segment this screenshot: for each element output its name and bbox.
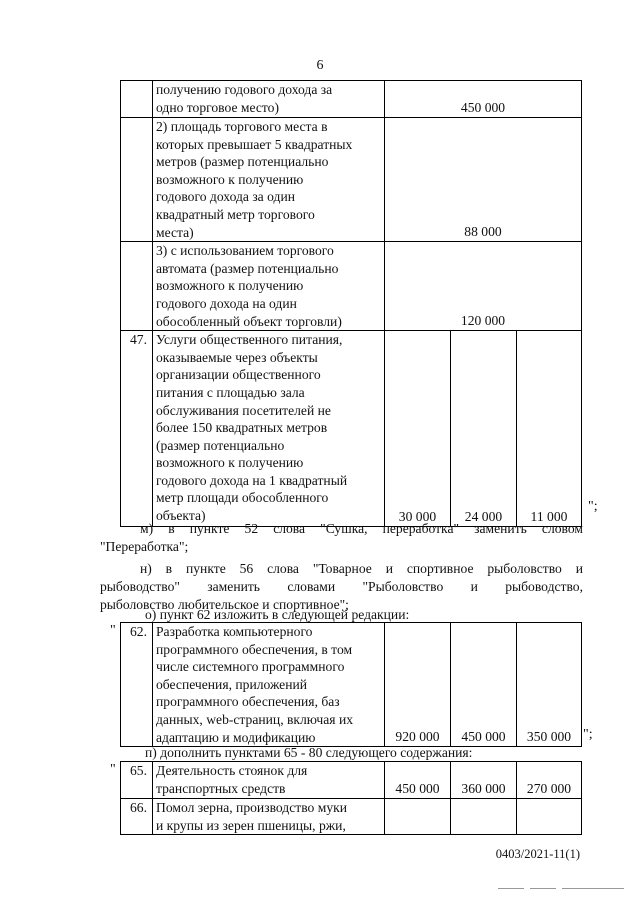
service-description: Разработка компьютерного программного обеспечения, в том числе системного программного обеспечения, приложений программного обеспечения, баз данных, web-страниц, включая их адаптацию и модификацию (153, 623, 385, 747)
tariff-table-1 (120, 80, 582, 527)
row-number: 47. (121, 331, 153, 527)
row-number (121, 242, 153, 331)
table-row (121, 762, 582, 799)
income-value: 120 000 (385, 242, 582, 331)
table-row (121, 623, 582, 747)
income-value-group-3: 350 000 (517, 623, 582, 747)
income-value-group-2 (451, 799, 517, 835)
service-description: Деятельность стоянок для транспортных средств (153, 762, 385, 799)
table-row (121, 81, 582, 118)
amendment-n-line3: рыболовство любительское и спортивное"; (100, 597, 349, 612)
tariff-table-3 (120, 761, 582, 835)
income-value-group-1: 30 000 (385, 331, 451, 527)
income-value-group-3 (517, 799, 582, 835)
income-value: 450 000 (385, 81, 582, 118)
document-code: 0403/2021-11(1) (495, 847, 580, 861)
income-value-group-3: 270 000 (517, 762, 582, 799)
row-number (121, 81, 153, 118)
income-value-group-2: 360 000 (451, 762, 517, 799)
tariff-table-2 (120, 622, 582, 747)
page-number: 6 (316, 58, 324, 73)
opening-quote-mark: " (110, 623, 116, 638)
income-value-group-1: 450 000 (385, 762, 451, 799)
scan-artifact-line (562, 888, 624, 889)
income-value-group-3: 11 000 (517, 331, 582, 527)
income-value-group-2: 24 000 (451, 331, 517, 527)
service-description: 2) площадь торгового места в которых превышает 5 квадратных метров (размер потенциально возможного к получению годового дохода за один квадратный метр торгового места) (153, 118, 385, 242)
row-number (121, 118, 153, 242)
amendment-m-line1: м) в пункте 52 слова "Сушка, переработка" заменить словом (140, 521, 583, 536)
service-description: Услуги общественного питания, оказываемые через объекты организации общественного питания с площадью зала обслуживания посетителей не более 150 квадратных метров (размер потенциально возможного к получению годового дохода на 1 квадратный метр площади обособленного объекта) (153, 331, 385, 527)
service-description: получению годового дохода за одно торговое место) (153, 81, 385, 118)
row-number: 62. (121, 623, 153, 747)
row-number: 66. (121, 799, 153, 835)
scan-artifact-line (498, 888, 524, 889)
amendment-p: п) дополнить пунктами 65 - 80 следующего содержания: (145, 745, 473, 760)
table-row (121, 331, 582, 527)
amendment-o: о) пункт 62 изложить в следующей редакции: (145, 607, 410, 622)
scan-artifact-line (530, 888, 556, 889)
income-value-group-2: 450 000 (451, 623, 517, 747)
service-description: Помол зерна, производство муки и крупы из зерен пшеницы, ржи, (153, 799, 385, 835)
opening-quote-mark: " (110, 762, 116, 777)
income-value-group-1 (385, 799, 451, 835)
income-value-group-1: 920 000 (385, 623, 451, 747)
amendment-n-line1: н) в пункте 56 слова "Товарное и спортивное рыболовство и (140, 561, 583, 576)
service-description: 3) с использованием торгового автомата (размер потенциально возможного к получению годового дохода на один обособленный объект торговли) (153, 242, 385, 331)
income-value: 88 000 (385, 118, 582, 242)
closing-quote-mark: "; (583, 727, 593, 742)
amendment-n-line2: рыбоводство" заменить словами "Рыболовство и рыбоводство, (100, 579, 583, 594)
row-number: 65. (121, 762, 153, 799)
table-row (121, 118, 582, 242)
amendment-m-line2: "Переработка"; (100, 539, 189, 554)
table-row (121, 242, 582, 331)
table-row (121, 799, 582, 835)
closing-quote-mark: "; (588, 499, 598, 514)
